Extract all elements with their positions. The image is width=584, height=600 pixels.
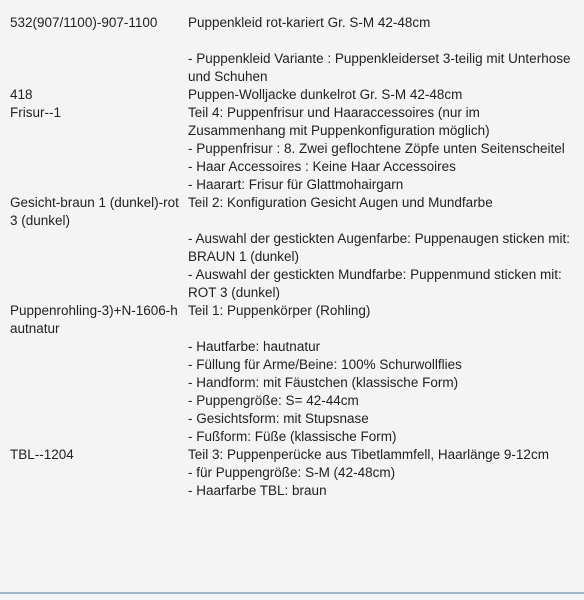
description-line: - Handform: mit Fäustchen (klassische Form)	[188, 375, 459, 390]
order-row	[10, 14, 584, 86]
order-rows	[10, 14, 584, 500]
description-line: - Haar Accessoires : Keine Haar Accessoires	[188, 159, 456, 174]
description-line: - Fußform: Füße (klassische Form)	[188, 429, 397, 444]
description-spacer	[188, 212, 572, 230]
item-code: 418 Frisur--1	[10, 87, 61, 120]
item-code: 532(907/1100)-907-1100	[10, 15, 158, 30]
item-code: Gesicht-braun 1 (dunkel)-rot 3 (dunkel)	[10, 195, 179, 228]
description-line: - Auswahl der gestickten Augenfarbe: Puppenaugen sticken mit: BRAUN 1 (dunkel)	[188, 231, 570, 264]
description-line: - Hautfarbe: hautnatur	[188, 339, 321, 354]
description-line: Puppen-Wolljacke dunkelrot Gr. S-M 42-48cm	[188, 87, 463, 102]
item-description	[188, 194, 584, 302]
item-description	[188, 446, 584, 500]
item-code: TBL--1204	[10, 447, 74, 462]
description-spacer	[188, 32, 572, 50]
description-spacer	[188, 320, 572, 338]
description-line: - Gesichtsform: mit Stupsnase	[188, 411, 369, 426]
item-code: Puppenrohling-3)+N-1606-hautnatur	[10, 303, 178, 336]
description-line: - Haarfarbe TBL: braun	[188, 483, 327, 498]
description-line: Teil 3: Puppenperücke aus Tibetlammfell, Haarlänge 9-12cm	[188, 447, 549, 462]
description-line: - Puppenfrisur : 8. Zwei geflochtene Zöpfe unten Seitenscheitel	[188, 141, 565, 156]
description-line: - Puppenkleid Variante : Puppenkleiderset 3-teilig mit Unterhose und Schuhen	[188, 51, 571, 84]
item-description	[188, 86, 584, 194]
description-line: - für Puppengröße: S-M (42-48cm)	[188, 465, 396, 480]
description-line: - Auswahl der gestickten Mundfarbe: Puppenmund sticken mit: ROT 3 (dunkel)	[188, 267, 562, 300]
item-description	[188, 14, 584, 86]
item-description	[188, 302, 584, 446]
description-line: Teil 1: Puppenkörper (Rohling)	[188, 303, 371, 318]
description-line: Puppenkleid rot-kariert Gr. S-M 42-48cm	[188, 15, 431, 30]
order-row	[10, 302, 584, 446]
order-row	[10, 446, 584, 500]
order-row	[10, 194, 584, 302]
description-line: - Haarart: Frisur für Glattmohairgarn	[188, 177, 404, 192]
order-row	[10, 86, 584, 194]
description-line: Teil 4: Puppenfrisur und Haaraccessoires (nur im Zusammenhang mit Puppenkonfiguration möglich)	[188, 105, 490, 138]
description-line: - Füllung für Arme/Beine: 100% Schurwollflies	[188, 357, 462, 372]
description-line: - Puppengröße: S= 42-44cm	[188, 393, 359, 408]
description-line: Teil 2: Konfiguration Gesicht Augen und Mundfarbe	[188, 195, 493, 210]
bottom-rule	[0, 592, 584, 594]
